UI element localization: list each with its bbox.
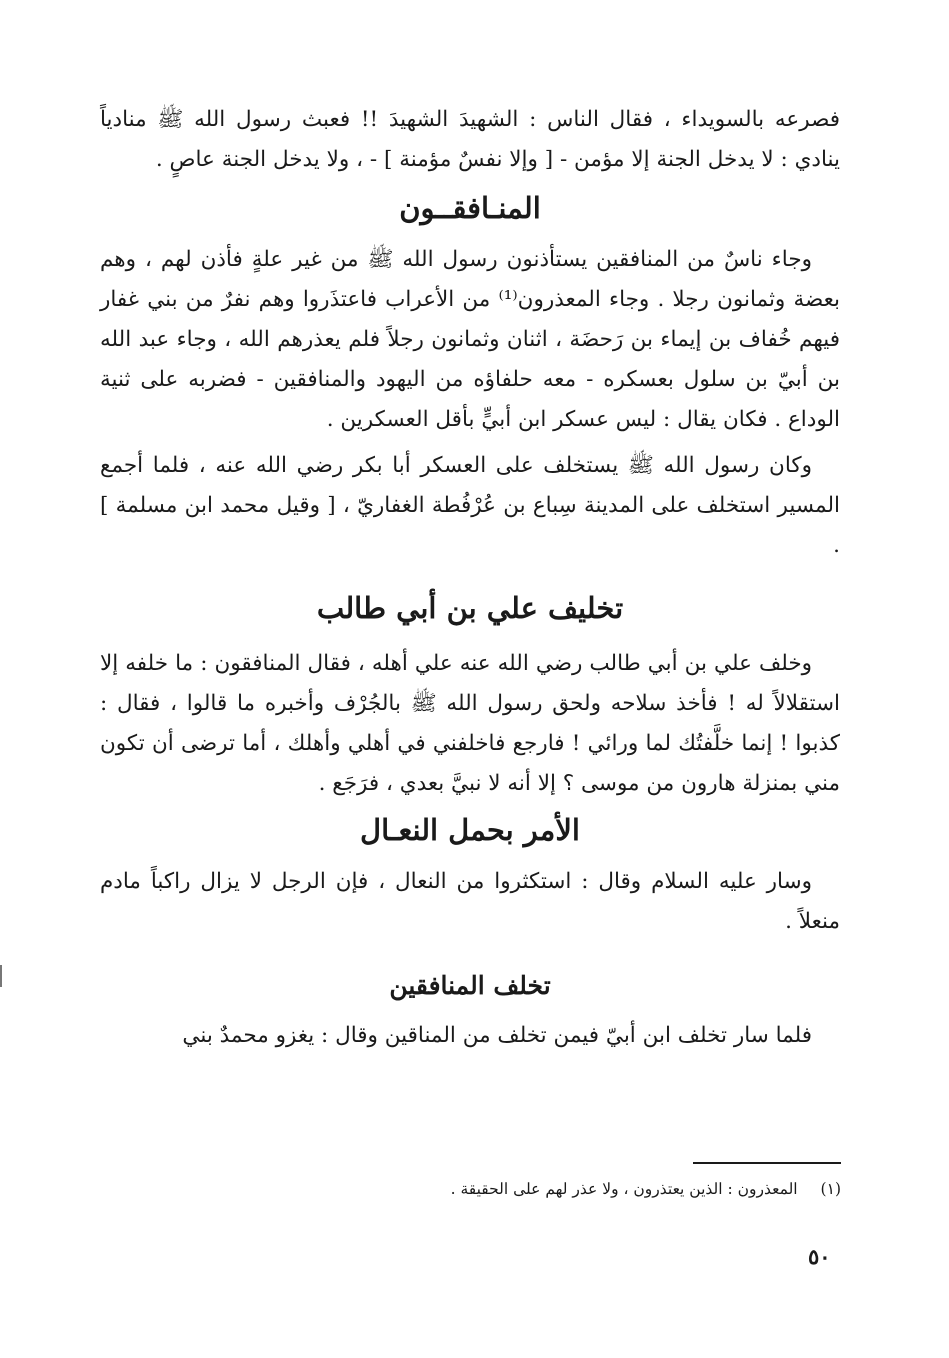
heading-munafiqun: المنـافقــون <box>399 191 541 225</box>
page-number: ٥٠ <box>808 1244 831 1269</box>
page-body <box>100 100 840 1056</box>
footnote-number: (١) <box>820 1180 841 1198</box>
footnote-text: المعذرون : الذين يعتذرون ، ولا عذر لهم على الحقيقة . <box>450 1180 798 1198</box>
paragraph-ali: وخلف علي بن أبي طالب رضي الله عنه علي أهله ، فقال المنافقون : ما خلفه إلا استقلالاً له ! فأخذ سلاحه ولحق رسول الله ﷺ بالجُرْف وأخبره ما قالوا ، فقال : كذبوا ! إنما خلَّفتُك لما ورائي ! فارجع فاخلفني في أهلي وأهلك ، أما ترضى أن تكون مني بمنزلة هارون من موسى ؟ إلا أنه لا نبيَّ بعدي ، فرَجَع . <box>100 651 840 796</box>
paragraph-takhalluf: فلما سار تخلف ابن أبيّ فيمن تخلف من المناقين وقال : يغزو محمدٌ بني <box>182 1023 812 1048</box>
footnote <box>121 1176 841 1202</box>
paragraph-munafiqun-1: وجاء ناسٌ من المنافقين يستأذنون رسول الله ﷺ من غير علةٍ فأذن لهم ، وهم بعضة وثمانون رجلا . وجاء المعذرون⁽¹⁾ من الأعراب فاعتذَروا وهم نفرٌ من بني غفار فيهم خُفاف بن إيماء بن رَحضَة ، اثنان وثمانون رجلاً فلم يعذرهم الله ، وجاء عبد الله بن أبيّ بن سلول بعسكره - معه حلفاؤه من اليهود والمنافقين - فضربه على ثنية الوداع . فكان يقال : ليس عسكر ابن أبيٍّ بأقل العسكرين . <box>100 247 840 432</box>
footnote-rule <box>693 1162 841 1164</box>
paragraph-niaal: وسار عليه السلام وقال : استكثروا من النعال ، فإن الرجل لا يزال راكباً مادم منعلاً . <box>100 869 840 934</box>
heading-niaal: الأمر بحمل النعـال <box>360 813 580 847</box>
heading-ali: تخليف علي بن أبي طالب <box>316 591 624 625</box>
paragraph-munafiqun-2: وكان رسول الله ﷺ يستخلف على العسكر أبا بكر رضي الله عنه ، فلما أجمع المسير استخلف على المدينة سِباع بن عُرْفُطة الغفاريّ ، [ وقيل محمد ابن مسلمة ] . <box>100 453 840 558</box>
paragraph-intro: فصرعه بالسويداء ، فقال الناس : الشهيدَ الشهيدَ !! فعبث رسول الله ﷺ منادياً ينادي : لا يدخل الجنة إلا مؤمن - [ وإلا نفسٌ مؤمنة ] - ، ولا يدخل الجنة عاصٍ . <box>100 107 840 172</box>
heading-takhalluf: تخلف المنافقين <box>389 971 551 1000</box>
margin-mark <box>0 965 2 987</box>
